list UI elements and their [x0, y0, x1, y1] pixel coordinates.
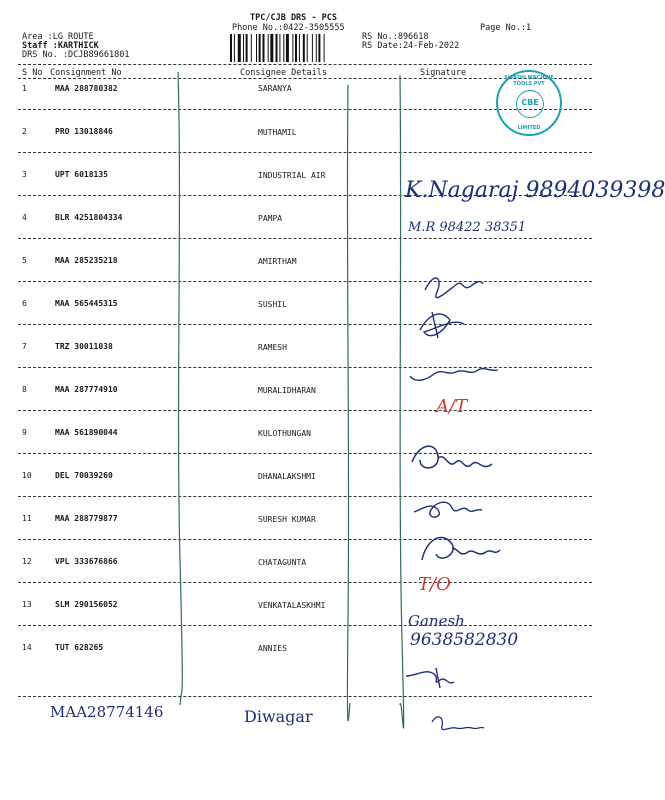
row-consignment: MAA 287774910 [55, 385, 118, 394]
row-consignee: VENKATALASKHMI [258, 601, 326, 610]
row-consignee: KULOTHUNGAN [258, 429, 311, 438]
signature-row-14 [406, 668, 454, 688]
row-sno: 7 [22, 342, 27, 351]
row-consignee: RAMESH [258, 343, 287, 352]
signature-row-8: A/T [436, 396, 468, 417]
signature-row-4: M.R 98422 38351 [408, 220, 527, 235]
extra-consignment: MAA28774146 [50, 703, 164, 721]
staff-label: Staff :KARTHICK [22, 41, 99, 51]
row-consignment: PRO 13018846 [55, 127, 113, 136]
signature-row-9 [412, 446, 492, 468]
row-sno: 1 [22, 84, 27, 93]
row-consignment: DEL 70039260 [55, 471, 113, 480]
area-label: Area :LG ROUTE [22, 32, 94, 42]
col-signature: Signature [420, 68, 467, 78]
row-consignment: MAA 288780382 [55, 84, 118, 93]
row-consignment: BLR 4251804334 [55, 213, 123, 222]
row-consignment: MAA 561890044 [55, 428, 118, 437]
signature-extra [432, 717, 484, 730]
row-consignment: UPT 6018135 [55, 170, 108, 179]
row-sno: 9 [22, 428, 27, 437]
row-sno: 11 [22, 514, 32, 523]
signature-row-13-name: Ganesh [408, 612, 465, 630]
table-end-rule [18, 696, 592, 697]
row-sno: 3 [22, 170, 27, 179]
row-consignee: INDUSTRIAL AIR [258, 171, 326, 180]
rs-number: RS No.:896618 [362, 32, 429, 42]
row-sno: 14 [22, 643, 32, 652]
rs-date: RS Date:24-Feb-2022 [362, 41, 460, 51]
row-consignment: VPL 333676866 [55, 557, 118, 566]
row-consignee: ANNIES [258, 644, 287, 653]
row-sno: 13 [22, 600, 32, 609]
row-consignment: MAA 288779877 [55, 514, 118, 523]
row-consignee: DHANALAKSHMI [258, 472, 316, 481]
stamp-center: CBE [516, 90, 544, 118]
signature-row-6 [420, 312, 464, 338]
phone-number: Phone No.:0422-3505555 [232, 23, 345, 33]
col-sno: S No [22, 68, 43, 78]
row-consignee: PAMPA [258, 214, 283, 223]
row-consignee: SURESH KUMAR [258, 515, 316, 524]
signature-row-7 [410, 369, 498, 381]
row-consignee: MURALIDHARAN [258, 386, 316, 395]
row-consignment: MAA 565445315 [55, 299, 118, 308]
row-consignment: SLM 290156052 [55, 600, 118, 609]
extra-consignee: Diwagar [244, 707, 313, 726]
stamp-top-text: SWATHI MACHINE TOOLS PVT [504, 75, 554, 87]
report-title: TPC/CJB DRS - PCS [250, 13, 337, 23]
row-consignee: AMIRTHAM [258, 257, 297, 266]
row-sno: 6 [22, 299, 27, 308]
signature-row-3: K.Nagaraj 9894039398 [405, 178, 665, 203]
row-consignment: MAA 285235218 [55, 256, 118, 265]
row-consignment: TRZ 30011038 [55, 342, 113, 351]
col-consignment: Consignment No [50, 68, 122, 78]
row-consignee: SARANYA [258, 84, 292, 93]
row-consignee: MUTHAMIL [258, 128, 297, 137]
row-sno: 10 [22, 471, 32, 480]
row-consignee: CHATAGUNTA [258, 558, 307, 567]
signature-row-10 [414, 502, 482, 517]
signature-row-11 [422, 537, 500, 560]
drs-number: DRS No. :DCJB89661801 [22, 50, 130, 60]
row-sno: 5 [22, 256, 27, 265]
row-sno: 4 [22, 213, 27, 222]
signature-row-13-phone: 9638582830 [410, 630, 519, 650]
row-consignee: SUSHIL [258, 300, 287, 309]
row-consignment: TUT 628265 [55, 643, 104, 652]
row-sno: 8 [22, 385, 27, 394]
row-sno: 12 [22, 557, 32, 566]
signature-row-12: T/O [418, 574, 451, 595]
col-consignee: Consignee Details [240, 68, 327, 78]
stamp-bottom-text: LIMITED [517, 125, 541, 131]
row-sno: 2 [22, 127, 27, 136]
signature-row-5 [425, 278, 483, 298]
page-number: Page No.:1 [480, 23, 532, 33]
